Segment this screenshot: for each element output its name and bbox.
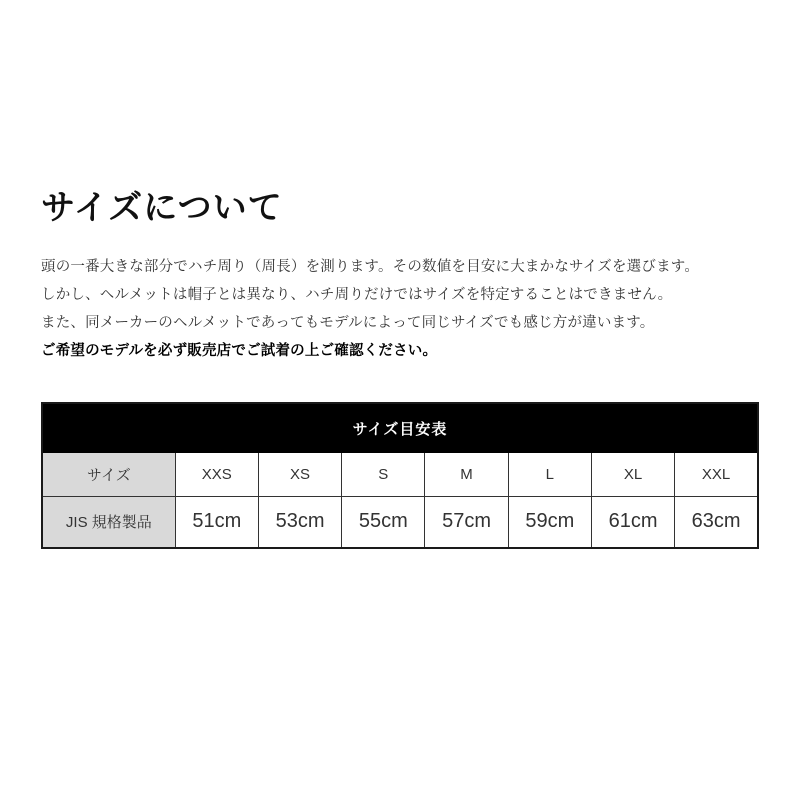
- circumference-cell-s: 55cm: [342, 497, 425, 548]
- circumference-cell-l: 59cm: [508, 497, 591, 548]
- size-cell-l: L: [508, 453, 591, 497]
- table-caption-row: [42, 403, 758, 453]
- size-cell-xs: XS: [258, 453, 341, 497]
- page-title: サイズについて: [41, 189, 283, 227]
- circumference-cell-m: 57cm: [425, 497, 508, 548]
- circumference-cell-xl: 61cm: [591, 497, 674, 548]
- size-guide-table: [41, 402, 759, 549]
- description-line-2: しかし、ヘルメットは帽子とは異なり、ハチ周りだけではサイズを特定することはできません。: [41, 287, 673, 303]
- size-row-label: サイズ: [42, 453, 175, 497]
- size-cell-s: S: [342, 453, 425, 497]
- size-cell-m: M: [425, 453, 508, 497]
- circumference-cell-xxs: 51cm: [175, 497, 258, 548]
- size-cell-xl: XL: [591, 453, 674, 497]
- size-cell-xxs: XXS: [175, 453, 258, 497]
- size-table-caption: サイズ目安表: [42, 403, 758, 453]
- description-line-3: また、同メーカーのヘルメットであってもモデルによって同じサイズでも感じ方が違います。: [41, 315, 655, 331]
- size-cell-xxl: XXL: [675, 453, 758, 497]
- size-labels-row: [42, 453, 758, 497]
- size-description: [41, 253, 759, 365]
- circumference-cell-xxl: 63cm: [675, 497, 758, 548]
- description-line-1: 頭の一番大きな部分でハチ周り（周長）を測ります。その数値を目安に大まかなサイズを選びます。: [41, 259, 700, 275]
- jis-values-row: [42, 497, 758, 548]
- circumference-cell-xs: 53cm: [258, 497, 341, 548]
- jis-row-label: JIS 規格製品: [42, 497, 175, 548]
- description-line-4-emphasis: ご希望のモデルを必ず販売店でご試着の上ご確認ください。: [41, 343, 438, 359]
